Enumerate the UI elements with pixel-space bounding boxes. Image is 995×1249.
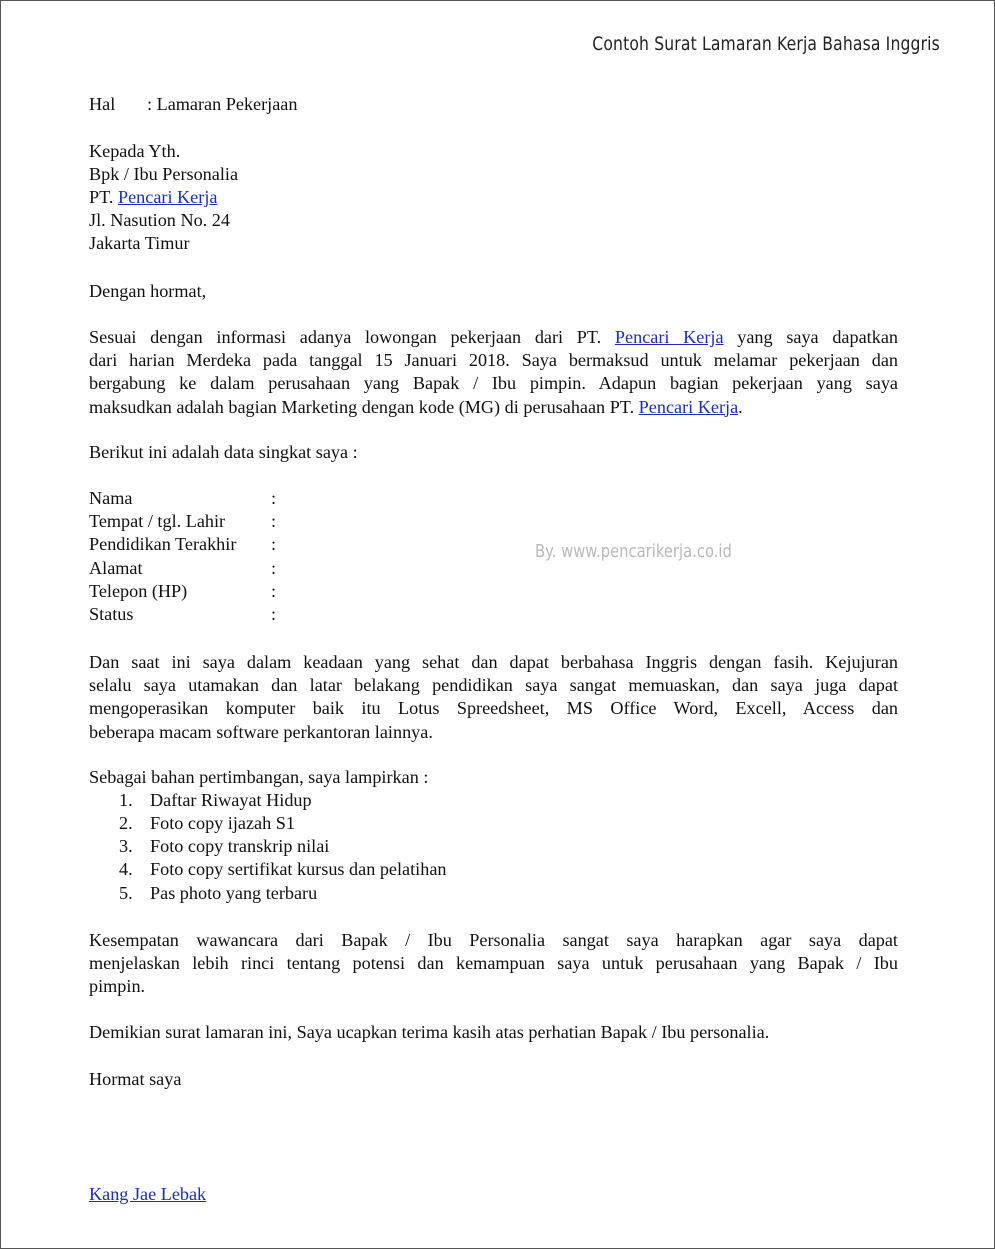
field-row-address	[89, 558, 289, 579]
field-row-phone	[89, 581, 289, 602]
recipient-company-prefix: PT.	[89, 187, 118, 207]
paragraph-skills	[89, 651, 898, 744]
para1-text-a: Sesuai dengan informasi adanya lowongan pekerjaan dari PT.	[89, 327, 615, 347]
paragraph-interview-line-1: Kesempatan wawancara dari Bapak / Ibu Personalia sangat saya harapkan agar saya dapat	[89, 930, 898, 950]
paragraph-intro-line-2: dari harian Merdeka pada tanggal 15 Januari 2018. Saya bermaksud untuk melamar pekerjaan dan	[89, 350, 898, 371]
field-label: Alamat	[89, 558, 143, 578]
attachment-text: Foto copy transkrip nilai	[150, 836, 330, 856]
field-row-name	[89, 488, 289, 509]
greeting: Dengan hormat,	[89, 281, 207, 301]
field-colon: :	[271, 604, 277, 624]
field-colon: :	[271, 488, 277, 508]
attachment-number: 5.	[119, 883, 133, 903]
paragraph-skills-line-4: beberapa macam software perkantoran lainnya.	[89, 721, 433, 742]
attachment-number: 3.	[119, 836, 133, 856]
signature-name	[89, 1184, 206, 1205]
para1-text-b: yang saya dapatkan	[723, 327, 898, 347]
paragraph-interview-line-2: menjelaskan lebih rinci tentang potensi dan kemampuan saya untuk perusahaan yang Bapak / Ibu	[89, 953, 898, 974]
para1-text-c: maksudkan adalah bagian Marketing dengan kode (MG) di perusahaan PT.	[89, 396, 639, 417]
attachment-text: Daftar Riwayat Hidup	[150, 790, 312, 810]
recipient-line-3	[89, 187, 217, 208]
subject-line	[89, 94, 298, 115]
field-label: Telepon (HP)	[89, 581, 188, 601]
paragraph-interview-line-3: pimpin.	[89, 976, 146, 997]
recipient-line-5: Jakarta Timur	[89, 233, 190, 253]
data-intro: Berikut ini adalah data singkat saya :	[89, 442, 358, 462]
watermark: By. www.pencarikerja.co.id	[535, 541, 732, 562]
attachment-number: 2.	[119, 813, 133, 833]
field-row-education	[89, 534, 289, 555]
company-link[interactable]: Pencari Kerja	[117, 187, 218, 207]
attachment-text: Foto copy sertifikat kursus dan pelatihan	[150, 859, 447, 879]
field-label: Nama	[89, 488, 133, 508]
field-colon: :	[271, 558, 277, 578]
recipient-line-2: Bpk / Ibu Personalia	[89, 164, 239, 184]
paragraph-intro-line-3: bergabung ke dalam perusahaan yang Bapak / Ibu pimpin. Adapun bagian pekerjaan yang saya	[89, 373, 898, 394]
field-label: Pendidikan Terakhir	[89, 534, 237, 554]
attachments-intro: Sebagai bahan pertimbangan, saya lampirkan :	[89, 767, 429, 787]
paragraph-intro	[89, 326, 898, 419]
subject-label: Hal	[89, 94, 116, 114]
closing-paragraph: Demikian surat lamaran ini, Saya ucapkan terima kasih atas perhatian Bapak / Ibu personalia.	[89, 1022, 770, 1042]
subject-value: : Lamaran Pekerjaan	[147, 94, 298, 114]
field-colon: :	[271, 581, 277, 601]
recipient-line-4: Jl. Nasution No. 24	[89, 210, 230, 230]
signature-link[interactable]: Kang Jae Lebak	[89, 1184, 207, 1204]
recipient-line-1: Kepada Yth.	[89, 141, 181, 161]
field-colon: :	[271, 511, 277, 531]
field-label: Tempat / tgl. Lahir	[89, 511, 226, 531]
attachment-text: Pas photo yang terbaru	[150, 883, 318, 903]
field-colon: :	[271, 534, 277, 554]
paragraph-skills-line-1: Dan saat ini saya dalam keadaan yang sehat dan dapat berbahasa Inggris dengan fasih. Kejujuran	[89, 652, 898, 672]
para1-text-d: .	[738, 396, 743, 417]
paragraph-skills-line-3: mengoperasikan komputer baik itu Lotus Spreedsheet, MS Office Word, Excell, Access dan	[89, 698, 898, 719]
attachment-text: Foto copy ijazah S1	[150, 813, 295, 833]
field-row-status	[89, 604, 289, 625]
attachment-number: 4.	[119, 859, 133, 879]
paragraph-interview	[89, 929, 898, 999]
closing-salutation: Hormat saya	[89, 1069, 182, 1089]
field-label: Status	[89, 604, 134, 624]
document-header-title: Contoh Surat Lamaran Kerja Bahasa Inggris	[592, 33, 940, 55]
paragraph-skills-line-2: selalu saya utamakan dan latar belakang pendidikan saya sangat memuaskan, dan saya juga dapat	[89, 675, 898, 696]
paragraph-intro-line-4	[89, 396, 898, 419]
paragraph-intro-line-1	[89, 326, 898, 349]
attachment-number: 1.	[119, 790, 133, 810]
field-row-birth	[89, 511, 289, 532]
company-link-inline-2[interactable]: Pencari Kerja	[638, 396, 739, 417]
company-link-inline-1[interactable]: Pencari Kerja	[614, 327, 724, 347]
